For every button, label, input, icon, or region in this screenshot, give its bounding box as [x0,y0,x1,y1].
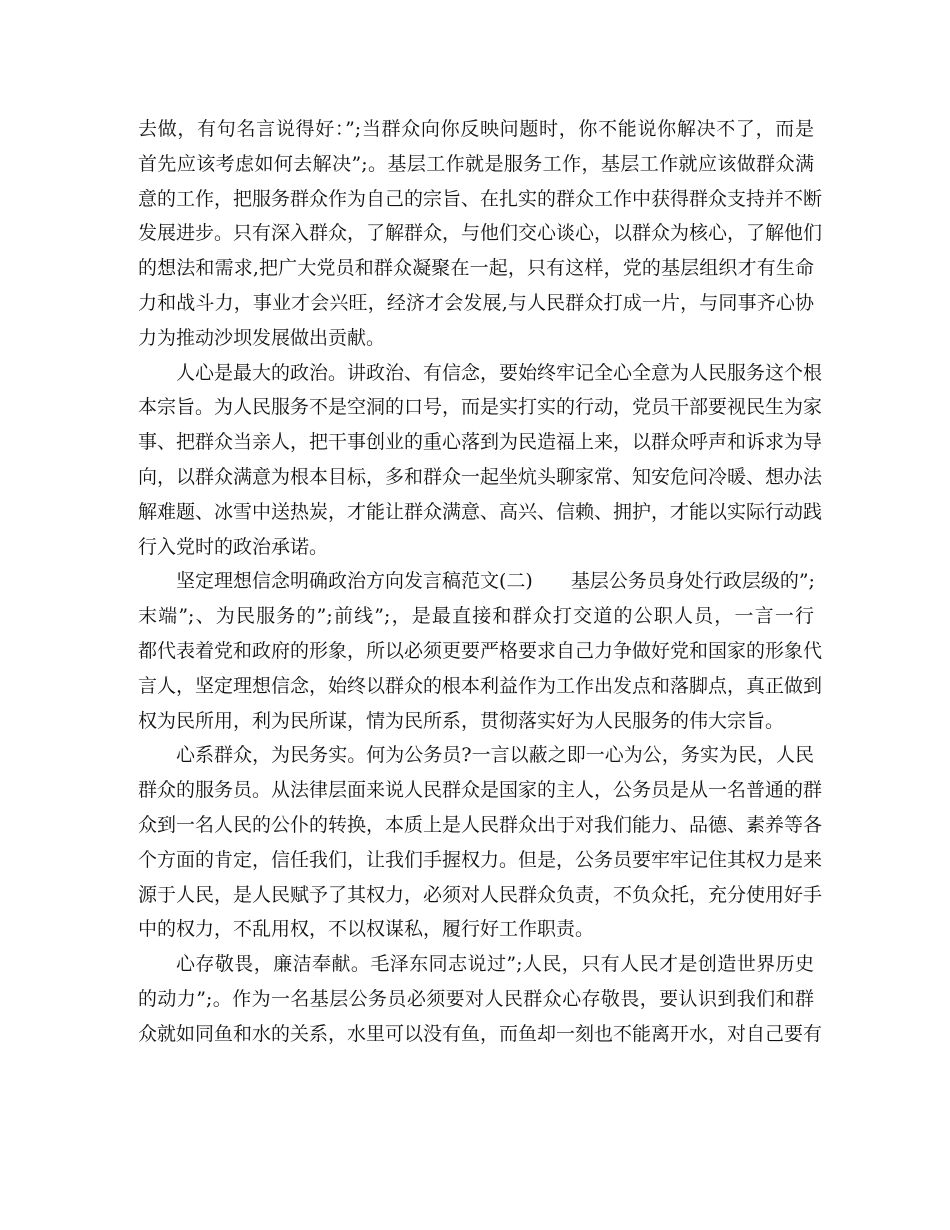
text-line: 源于人民，是人民赋予了其权力，必须对人民群众负责，不负众托，充分使用好手 [138,883,823,906]
text-line: 众到一名人民的公仆的转换，本质上是人民群众出于对我们能力、品德、素养等各 [138,813,823,836]
text-line: 的想法和需求,把广大党员和群众凝聚在一起，只有这样，党的基层组织才有生命 [138,257,814,280]
text-line: 众就如同鱼和水的关系，水里可以没有鱼，而鱼却一刻也不能离开水，对自己要有 [138,1022,823,1045]
text-line: 个方面的肯定，信任我们，让我们手握权力。但是，公务员要牢牢记住其权力是来 [138,848,823,871]
text-line: 本宗旨。为人民服务不是空洞的口号，而是实打实的行动，党员干部要视民生为家 [138,396,823,419]
text-line: 中的权力，不乱用权，不以权谋私，履行好工作职责。 [138,918,595,941]
text-line: 去做，有句名言说得好：”;当群众向你反映问题时，你不能说你解决不了，而是 [138,118,814,140]
text-line: 群众的服务员。从法律层面来说人民群众是国家的主人，公务员是从一名普通的群 [138,779,823,802]
text-line: 行入党时的政治承诺。 [138,535,329,558]
paragraph-first-line: 心系群众，为民务实。何为公务员?一言以蔽之即一心为公，务实为民，人民 [176,744,814,767]
text-line: 言人，坚定理想信念，始终以群众的根本利益作为工作出发点和落脚点，真正做到 [138,674,823,697]
text-line: 的动力”;。作为一名基层公务员必须要对人民群众心存敬畏，要认识到我们和群 [138,987,814,1010]
text-line: 力和战斗力，事业才会兴旺，经济才会发展,与人民群众打成一片，与同事齐心协 [138,291,814,314]
text-line: 首先应该考虑如何去解决”;。基层工作就是服务工作，基层工作就应该做群众满 [138,152,814,175]
text-line: 权为民所用，利为民所谋，情为民所系，贯彻落实好为人民服务的伟大宗旨。 [138,709,785,732]
document-body [138,112,823,1052]
paragraph-first-line: 心存敬畏，廉洁奉献。毛泽东同志说过”;人民，只有人民才是创造世界历史 [176,953,814,976]
text-line: 解难题、冰雪中送热炭，才能让群众满意、高兴、信赖、拥护，才能以实际行动践 [138,500,823,523]
paragraph-first-line: 坚定理想信念明确政治方向发言稿范文(二) 基层公务员身处行政层级的”; [176,570,815,593]
text-line: 都代表着党和政府的形象，所以必须更要严格要求自己力争做好党和国家的形象代 [138,639,823,662]
text-line: 发展进步。只有深入群众，了解群众，与他们交心谈心，以群众为核心，了解他们 [138,222,823,245]
text-line: 力为推动沙坝发展做出贡献。 [138,326,386,349]
text-line: 向，以群众满意为根本目标，多和群众一起坐炕头聊家常、知安危问冷暖、想办法 [138,465,823,488]
text-line: 末端”;、为民服务的”;前线”;，是最直接和群众打交道的公职人员，一言一行 [138,605,814,628]
text-line: 意的工作，把服务群众作为自己的宗旨、在扎实的群众工作中获得群众支持并不断 [138,187,823,210]
paragraph-first-line: 人心是最大的政治。讲政治、有信念，要始终牢记全心全意为人民服务这个根 [176,361,823,384]
text-line: 事、把群众当亲人，把干事创业的重心落到为民造福上来，以群众呼声和诉求为导 [138,431,823,454]
